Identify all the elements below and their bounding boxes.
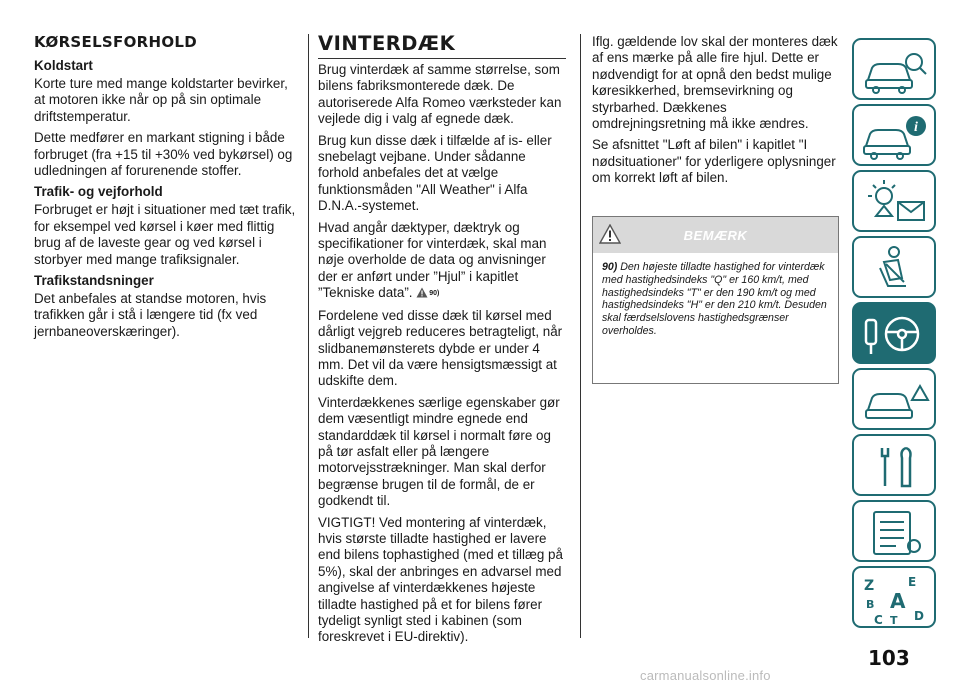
note-reference[interactable]: 90) (429, 290, 440, 298)
svg-text:Z: Z (864, 578, 875, 594)
paragraph: Iflg. gældende lov skal der monteres dæk af ens mærke på alle fire hjul. Dette er nødvendigt for at opnå den bedst mulige køresikkerhed, bremsevirkning og styrbarhed. Dækkenes omdrejningsretning må ikke ændres. (592, 34, 838, 132)
note-body (593, 253, 838, 338)
airbag-seat-icon (854, 238, 936, 298)
note-header (593, 217, 838, 253)
warning-triangle-icon (416, 287, 428, 298)
paragraph: Forbruget er højt i situationer med tæt trafik, for eksempel ved kørsel i køer med flittig brug af de laveste gear og ved kørsel i storbyer med mange trafiksignaler. (34, 202, 296, 267)
column-winter-tyres (318, 34, 566, 651)
svg-text:A: A (890, 589, 906, 613)
tab-starting-driving[interactable] (852, 302, 936, 364)
tab-index[interactable] (852, 566, 936, 628)
svg-text:i: i (914, 120, 918, 135)
title-rule (318, 58, 566, 59)
note-label: BEMÆRK (683, 228, 748, 243)
tab-safety[interactable] (852, 236, 936, 298)
paragraph: Det anbefales at standse motoren, hvis trafikken går i stå i længere tid (fx ved jernbaneoverskæringer). (34, 291, 267, 339)
column-divider (580, 34, 581, 638)
paragraph: Brug kun disse dæk i tilfælde af is- eller snebelagt vejbane. Under sådanne forhold anbefales det at vælge funktionsmåden "All Weather" i Alfa D.N.A.-systemet. (318, 132, 552, 214)
subheading-cold-start: Koldstart (34, 58, 93, 73)
paragraph: Se afsnittet "Løft af bilen" i kapitlet "I nødsituationer" for yderligere oplysninger om korrekt løft af bilen. (592, 137, 836, 186)
note-number: 90) (602, 261, 618, 273)
paragraph: Brug vinterdæk af samme størrelse, som bilens fabriksmonterede dæk. De autoriserede Alfa Romeo værksteder kan vejlede dig i valg af egnede dæk. (318, 62, 562, 127)
subheading-traffic-road: Trafik- og vejforhold (34, 184, 163, 200)
column-driving-conditions (34, 34, 296, 345)
car-warning-icon (854, 370, 936, 430)
paragraph (318, 220, 566, 303)
column-continued (592, 34, 838, 192)
tab-technical-data[interactable] (852, 500, 936, 562)
paragraph: Korte ture med mange koldstarter bevirker, at motoren ikke når op på sin optimale driftstemperatur. (34, 76, 288, 124)
note-text: Den højeste tilladte hastighed for vinterdæk med hastighedsindeks "Q" er 160 km/t, med hastighedsindeks "T" er den 190 km/t og med hastighedsindeks "H" er den 210 km/t. Desuden skal færdselslovens hastighedsgrænser overholdes. (602, 261, 827, 337)
section-title-driving-conditions: KØRSELSFORHOLD (34, 33, 197, 51)
tab-car-search[interactable] (852, 38, 936, 100)
tab-car-info[interactable] (852, 104, 936, 166)
svg-text:T: T (890, 614, 898, 627)
svg-text:B: B (866, 598, 875, 611)
car-search-icon (854, 40, 936, 100)
wrench-icon (854, 436, 936, 496)
paragraph: Vinterdækkenes særlige egenskaber gør dem væsentligt mindre egnede end standarddæk til kørsel i normalt føre og på tør asfalt eller på længere motorvejsstrækninger. Man skal derfor begrænse brugen til de formål, de er godkendt til. (318, 394, 560, 509)
subheading-traffic-stops: Trafikstandsninger (34, 273, 154, 289)
svg-text:D: D (914, 609, 924, 623)
section-title-winter-tyres: VINTERDÆK (318, 32, 456, 55)
tab-warning-lights[interactable] (852, 170, 936, 232)
note-box (592, 216, 839, 384)
watermark: carmanualsonline.info (640, 668, 771, 683)
specifications-list-icon (854, 502, 936, 562)
paragraph: Dette medfører en markant stigning i både forbruget (fra +15 til +30% ved bykørsel) og udledningen af forurenende stoffer. (34, 130, 293, 179)
page-number: 103 (868, 646, 910, 670)
paragraph-text: Hvad angår dæktyper, dæktryk og specifikationer for vinterdæk, skal man nøje overholde de data og anvisninger der er anført under ”Hjul” i kapitlet ”Tekniske data”. (318, 219, 547, 301)
column-divider (308, 34, 309, 638)
warning-lights-icon (854, 172, 936, 232)
tab-maintenance[interactable] (852, 434, 936, 496)
paragraph: VIGTIGT! Ved montering af vinterdæk, hvis største tilladte hastighed er lavere end bilens tophastighed (med et tillæg på 5%), skal der anbringes en advarsel med angivelse af vinterdækkenes højeste tilladte hastighed på et for bilens fører tydeligt synligt sted i kabinen (som foreskrevet i EU-direktiv). (318, 514, 563, 645)
car-info-icon (854, 106, 936, 166)
index-letters-icon (854, 568, 936, 628)
key-steering-wheel-icon (854, 304, 936, 364)
svg-text:E: E (908, 575, 917, 589)
tab-emergency[interactable] (852, 368, 936, 430)
paragraph: Fordelene ved disse dæk til kørsel med dårligt vejgreb reduceres betragteligt, når slidbanemønsterets dybde er under 4 mm. Det vil da være hensigtsmæssigt at udskifte dem. (318, 307, 563, 389)
svg-text:C: C (874, 613, 883, 627)
